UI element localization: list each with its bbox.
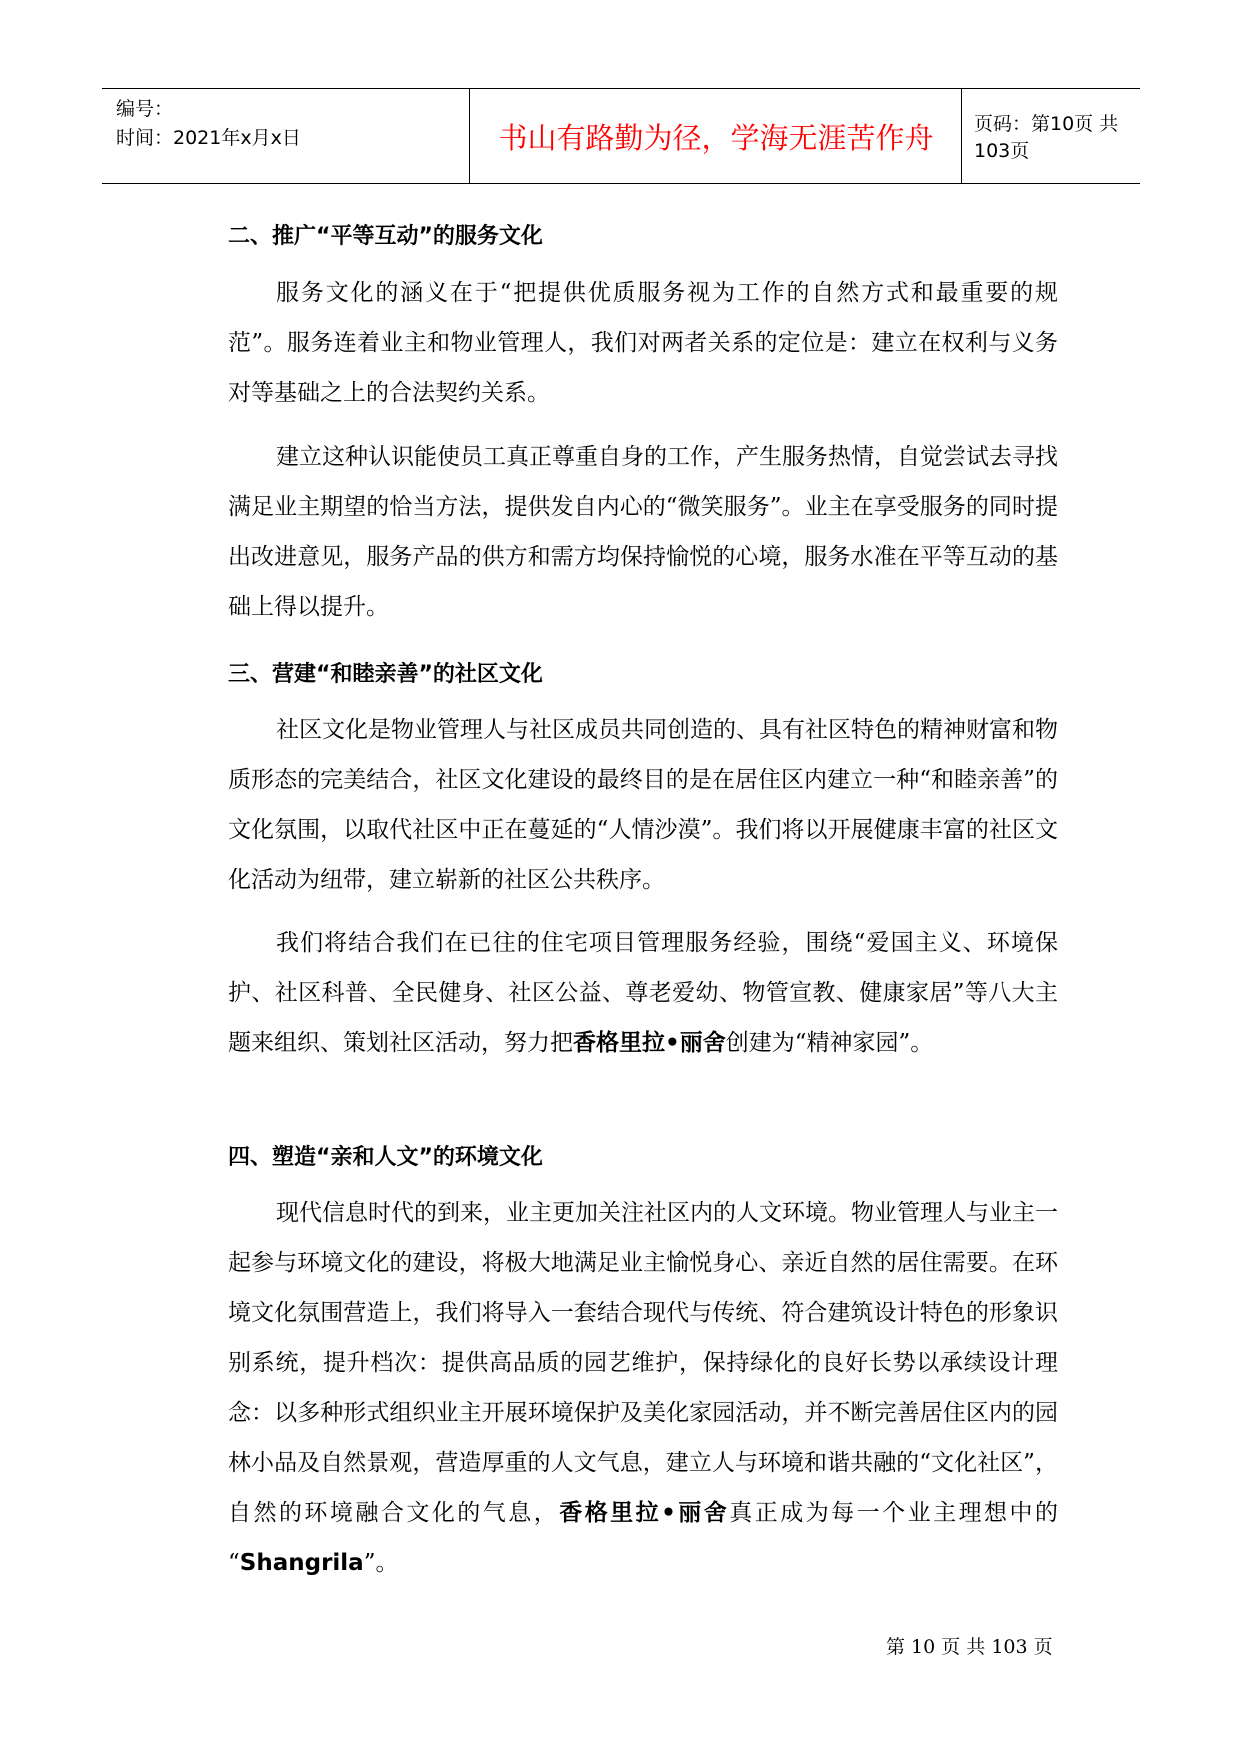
- section-heading: 二、推广“平等互动”的服务文化: [228, 224, 543, 249]
- header-left-cell: [116, 95, 466, 153]
- header-divider: [469, 89, 470, 183]
- paragraph: 社区文化是物业管理人与社区成员共同创造的、具有社区特色的精神财富和物质形态的完美结合，社区文化建设的最终目的是在居住区内建立一种“和睦亲善”的文化氛围，以取代社区中正在蔓延的“人情沙漠”。我们将以开展健康丰富的社区文化活动为纽带，建立崭新的社区公共秩序。: [228, 717, 1058, 893]
- paragraph: 建立这种认识能使员工真正尊重自身的工作，产生服务热情，自觉尝试去寻找满足业主期望的恰当方法，提供发自内心的“微笑服务”。业主在享受服务的同时提出改进意见，服务产品的供方和需方均保持愉悦的心境，服务水准在平等互动的基础上得以提升。: [228, 444, 1058, 620]
- project-name: 香格里拉•丽舍: [573, 1030, 726, 1056]
- header-motto: 书山有路勤为径，学海无涯苦作舟: [498, 120, 934, 155]
- paragraph: [228, 918, 1058, 1068]
- page-footer: 第 10 页 共 103 页: [886, 1636, 1053, 1658]
- header-divider: [961, 89, 962, 183]
- paragraph-text: 创建为“精神家园”。: [725, 1030, 934, 1056]
- time-label: 时间：2021年x月x日: [116, 127, 301, 149]
- section-heading: 三、营建“和睦亲善”的社区文化: [228, 662, 543, 687]
- paragraph-text: ”。: [363, 1550, 399, 1576]
- paragraph-text: 真正成为每一个业主理想中的 “: [228, 1500, 1059, 1576]
- page-header-table: [102, 88, 1140, 184]
- paragraph-text: 现代信息时代的到来，业主更加关注社区内的人文环境。物业管理人与业主一起参与环境文化的建设，将极大地满足业主愉悦身心、亲近自然的居住需要。在环境文化氛围营造上，我们将导入一套结合现代与传统、符合建筑设计特色的形象识别系统，提升档次：提供高品质的园艺维护，保持绿化的良好长势以承续设计理念：以多种形式组织业主开展环境保护及美化家园活动，并不断完善居住区内的园林小品及自然景观，营造厚重的人文气息，建立人与环境和谐共融的“文化社区”，自然的环境融合文化的气息，: [228, 1200, 1058, 1526]
- paragraph: [228, 1188, 1058, 1588]
- number-label: 编号：: [116, 98, 174, 120]
- paragraph-text: 我们将结合我们在已往的住宅项目管理服务经验，围绕“爱国主义、环境保护、社区科普、全民健身、社区公益、尊老爱幼、物管宣教、健康家居”等八大主题来组织、策划社区活动，努力把: [228, 930, 1058, 1056]
- shangrila-term: Shangrila: [239, 1550, 364, 1576]
- project-name: 香格里拉•丽舍: [559, 1500, 730, 1526]
- header-page-info: 页码：第10页 共103页: [974, 113, 1119, 162]
- section-heading: 四、塑造“亲和人文”的环境文化: [228, 1145, 543, 1170]
- paragraph: 服务文化的涵义在于“把提供优质服务视为工作的自然方式和最重要的规范”。服务连着业主和物业管理人，我们对两者关系的定位是：建立在权利与义务对等基础之上的合法契约关系。: [228, 280, 1058, 406]
